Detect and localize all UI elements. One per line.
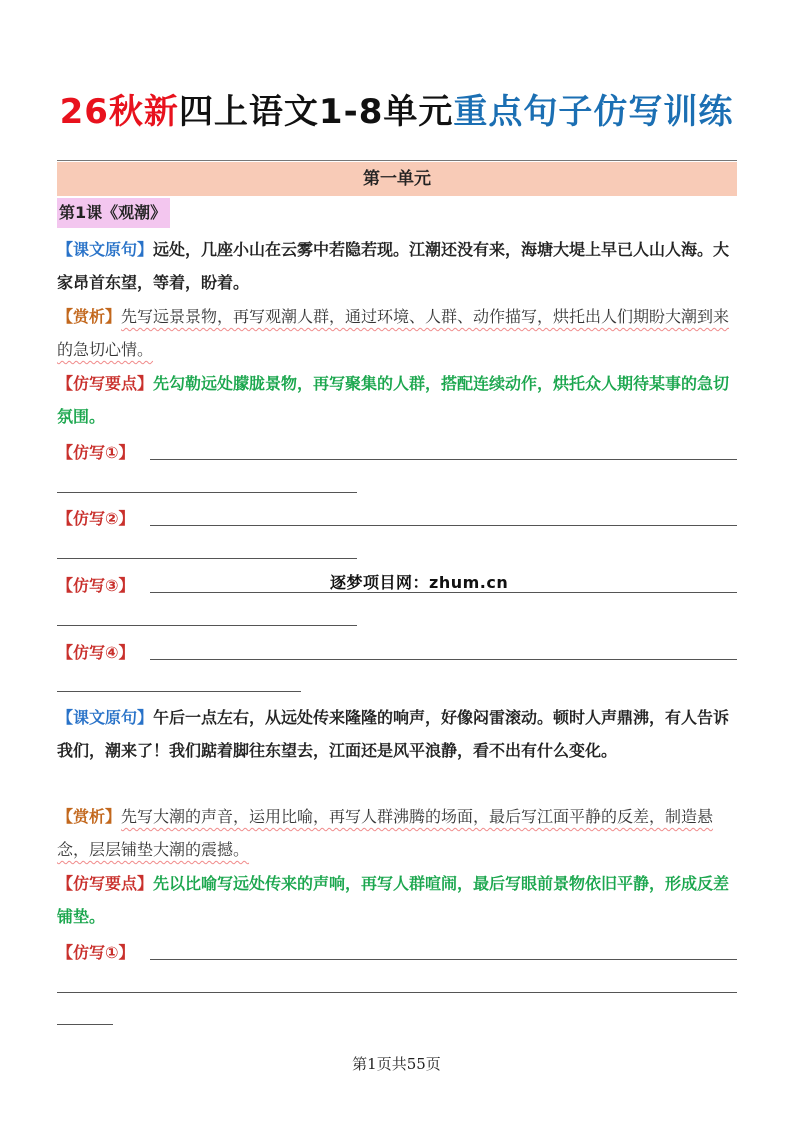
answer-line[interactable] xyxy=(150,525,737,526)
page-footer: 第1页共55页 xyxy=(352,1055,441,1073)
answer-line[interactable] xyxy=(150,459,737,460)
original-tag: 【课文原句】 xyxy=(57,708,154,727)
practice-1-label: 【仿写①】 xyxy=(57,943,135,962)
points-tag: 【仿写要点】 xyxy=(57,874,154,893)
answer-line[interactable] xyxy=(57,625,357,626)
original-text: 午后一点左右，从远处传来隆隆的响声，好像闷雷滚动。顿时人声鼎沸，有人告诉我们，潮来了！我们踮着脚往东望去，江面还是风平浪静，看不出有什么变化。 xyxy=(57,708,730,760)
top-divider xyxy=(57,160,737,161)
practice-1-label: 【仿写①】 xyxy=(57,443,135,462)
writing-points-2 xyxy=(57,867,737,933)
analysis-text: 先写远景景物，再写观潮人群，通过环境、人群、动作描写，烘托出人们期盼大潮到来的急切心情。 xyxy=(57,307,730,359)
analysis-1 xyxy=(57,300,737,366)
title-part-1: 26秋新 xyxy=(59,92,179,132)
answer-line[interactable] xyxy=(57,691,301,692)
answer-line[interactable] xyxy=(150,659,737,660)
practice-2-label: 【仿写②】 xyxy=(57,509,135,528)
answer-line[interactable] xyxy=(150,959,737,960)
page-title xyxy=(0,84,793,133)
answer-line[interactable] xyxy=(57,1024,113,1025)
answer-line[interactable] xyxy=(57,992,737,993)
watermark: 逐梦项目网：zhum.cn xyxy=(330,573,509,592)
lesson-title: 第1课《观潮》 xyxy=(57,198,170,228)
practice-4-label: 【仿写④】 xyxy=(57,643,135,662)
analysis-2 xyxy=(57,800,737,866)
original-text: 远处，几座小山在云雾中若隐若现。江潮还没有来，海塘大堤上早已人山人海。大家昂首东望，等着，盼着。 xyxy=(57,240,730,292)
title-part-3: 重点句子仿写训练 xyxy=(453,92,734,132)
original-sentence-1 xyxy=(57,233,737,299)
original-tag: 【课文原句】 xyxy=(57,240,154,259)
analysis-text: 先写大潮的声音，运用比喻，再写人群沸腾的场面，最后写江面平静的反差，制造悬念，层层铺垫大潮的震撼。 xyxy=(57,807,714,859)
writing-points-1 xyxy=(57,367,737,433)
analysis-tag: 【赏析】 xyxy=(57,307,122,326)
analysis-tag: 【赏析】 xyxy=(57,807,122,826)
unit-header: 第一单元 xyxy=(57,162,737,196)
points-text: 先以比喻写远处传来的声响，再写人群喧闹，最后写眼前景物依旧平静，形成反差铺垫。 xyxy=(57,874,730,926)
points-text: 先勾勒远处朦胧景物，再写聚集的人群，搭配连续动作，烘托众人期待某事的急切氛围。 xyxy=(57,374,730,426)
answer-line[interactable] xyxy=(57,558,357,559)
title-part-2: 四上语文1-8单元 xyxy=(178,92,454,132)
original-sentence-2 xyxy=(57,701,737,767)
answer-line[interactable] xyxy=(57,492,357,493)
practice-3-label: 【仿写③】 xyxy=(57,576,135,595)
points-tag: 【仿写要点】 xyxy=(57,374,154,393)
